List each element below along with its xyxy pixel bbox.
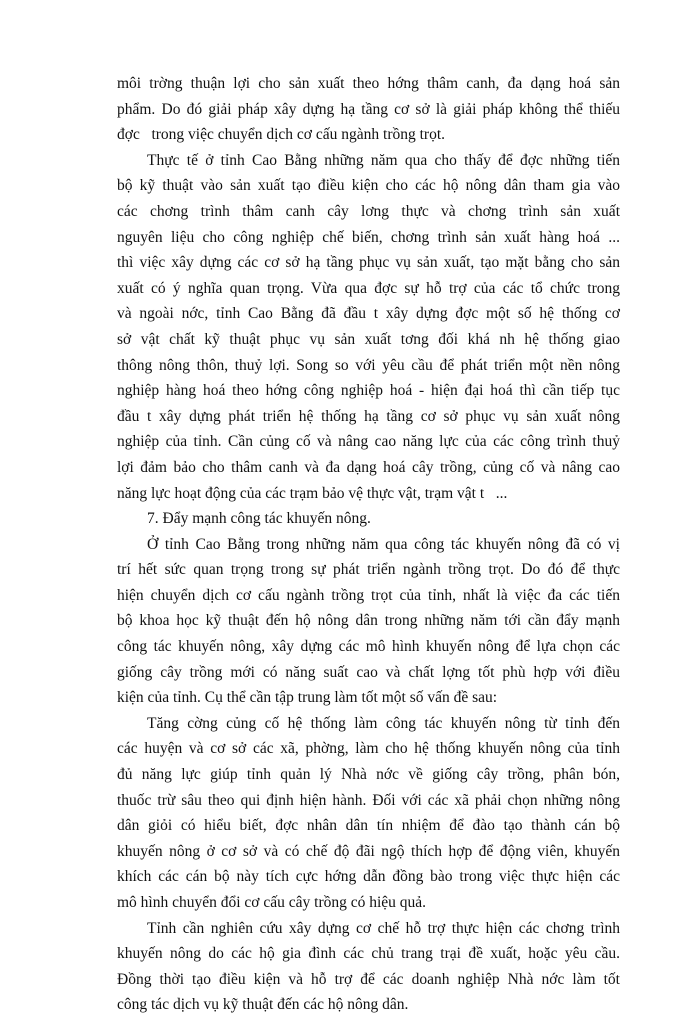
document-line: sở vật chất kỹ thuật phục vụ sản xuất tơng đối khá nh hệ thống giao bbox=[117, 330, 620, 348]
document-text-body bbox=[117, 71, 620, 1018]
document-line: nghiệp của tỉnh. Cần củng cố và nâng cao năng lực của các công trình thuỷ bbox=[117, 433, 620, 451]
document-line: trí hết sức quan trọng trong sự phát triển ngành trồng trọt. Do đó để thực bbox=[117, 561, 620, 579]
document-line: 7. Đẩy mạnh công tác khuyến nông. bbox=[147, 510, 371, 528]
document-line: khuyến nông ở cơ sở và có chế độ đãi ngộ thích hợp để động viên, khuyến bbox=[117, 842, 620, 860]
document-line: thông nông thôn, thuỷ lợi. Song so với yêu cầu để phát triển một nền nông bbox=[117, 356, 620, 374]
document-line: các chơng trình thâm canh cây lơng thực và chơng trình sản xuất bbox=[117, 202, 620, 220]
document-line: nguyên liệu cho công nghiệp chế biến, chơng trình sản xuất hàng hoá ... bbox=[117, 228, 620, 246]
document-line: môi trờng thuận lợi cho sản xuất theo hớng thâm canh, đa dạng hoá sản bbox=[117, 75, 620, 92]
document-line: công tác khuyến nông, xây dựng các mô hình khuyến nông để lựa chọn các bbox=[117, 638, 620, 656]
document-line: thuốc trừ sâu theo qui định hiện hành. Đối với các xã phải chọn những nông bbox=[117, 791, 620, 809]
document-line: nghiệp hàng hoá theo hớng công nghiệp hoá - hiện đại hoá thì cần tiếp tục bbox=[117, 382, 620, 400]
document-line: đầu t xây dựng phát triển hệ thống hạ tầng cơ sở phục vụ sản xuất nông bbox=[117, 407, 620, 425]
document-line: thì việc xây dựng các cơ sở hạ tầng phục vụ sản xuất, tạo mặt bằng cho sản bbox=[117, 254, 620, 272]
document-line: giống cây trồng mới có năng suất cao và chất lợng tốt phù hợp với điều bbox=[117, 663, 620, 681]
document-line: đợc trong việc chuyển dịch cơ cấu ngành trồng trọt. bbox=[117, 126, 446, 144]
document-line: mô hình chuyển đổi cơ cấu cây trồng có hiệu quả. bbox=[117, 894, 427, 911]
document-line: bộ khoa học kỹ thuật đến hộ nông dân trong những năm tới cần đẩy mạnh bbox=[117, 612, 620, 630]
document-line: năng lực hoạt động của các trạm bảo vệ thực vật, trạm vật t ... bbox=[117, 484, 508, 502]
document-line: Thực tế ở tỉnh Cao Bằng những năm qua cho thấy để đợc những tiến bbox=[147, 151, 620, 169]
document-line: công tác dịch vụ kỹ thuật đến các hộ nông dân. bbox=[117, 996, 409, 1014]
document-line: dân giỏi có hiểu biết, đợc nhân dân tín nhiệm để đào tạo thành cán bộ bbox=[117, 817, 620, 835]
document-line: bộ kỹ thuật vào sản xuất tạo điều kiện cho các hộ nông dân tham gia vào bbox=[117, 177, 620, 195]
document-line: Đồng thời tạo điều kiện và hỗ trợ để các doanh nghiệp Nhà nớc làm tốt bbox=[117, 970, 620, 988]
document-line: khích các cán bộ này tích cực hớng dẫn đồng bào trong việc thực hiện các bbox=[117, 868, 620, 886]
document-line: phẩm. Do đó giải pháp xây dựng hạ tầng cơ sở là giải pháp không thể thiếu bbox=[117, 100, 620, 118]
document-line: Ở tỉnh Cao Bằng trong những năm qua công tác khuyến nông đã có vị bbox=[147, 535, 620, 553]
document-line: khuyến nông do các hộ gia đình các chủ trang trại đề xuất, hoặc yêu cầu. bbox=[117, 945, 620, 963]
document-line: Tăng cờng củng cố hệ thống làm công tác khuyến nông từ tỉnh đến bbox=[147, 714, 620, 732]
document-line: xuất có ý nghĩa quan trọng. Vừa qua đợc sự hỗ trợ của các tổ chức trong bbox=[117, 279, 620, 297]
document-line: hiện chuyển dịch cơ cấu ngành trồng trọt của tỉnh, nhất là việc đa các tiến bbox=[117, 586, 620, 604]
document-line: đủ năng lực giúp tỉnh quản lý Nhà nớc về giống cây trồng, phân bón, bbox=[117, 766, 620, 784]
document-line: các huyện và cơ sở các xã, phờng, làm cho hệ thống khuyến nông của tỉnh bbox=[117, 740, 620, 758]
document-line: và ngoài nớc, tỉnh Cao Bằng đã đầu t xây dựng đợc một số hệ thống cơ bbox=[117, 305, 620, 323]
document-line: Tỉnh cần nghiên cứu xây dựng cơ chế hỗ trợ thực hiện các chơng trình bbox=[147, 919, 620, 937]
document-line: lợi đảm bảo cho thâm canh và đa dạng hoá cây trồng, củng cố và nâng cao bbox=[117, 458, 620, 476]
document-line: kiện của tỉnh. Cụ thể cần tập trung làm tốt một số vấn đề sau: bbox=[117, 689, 498, 707]
